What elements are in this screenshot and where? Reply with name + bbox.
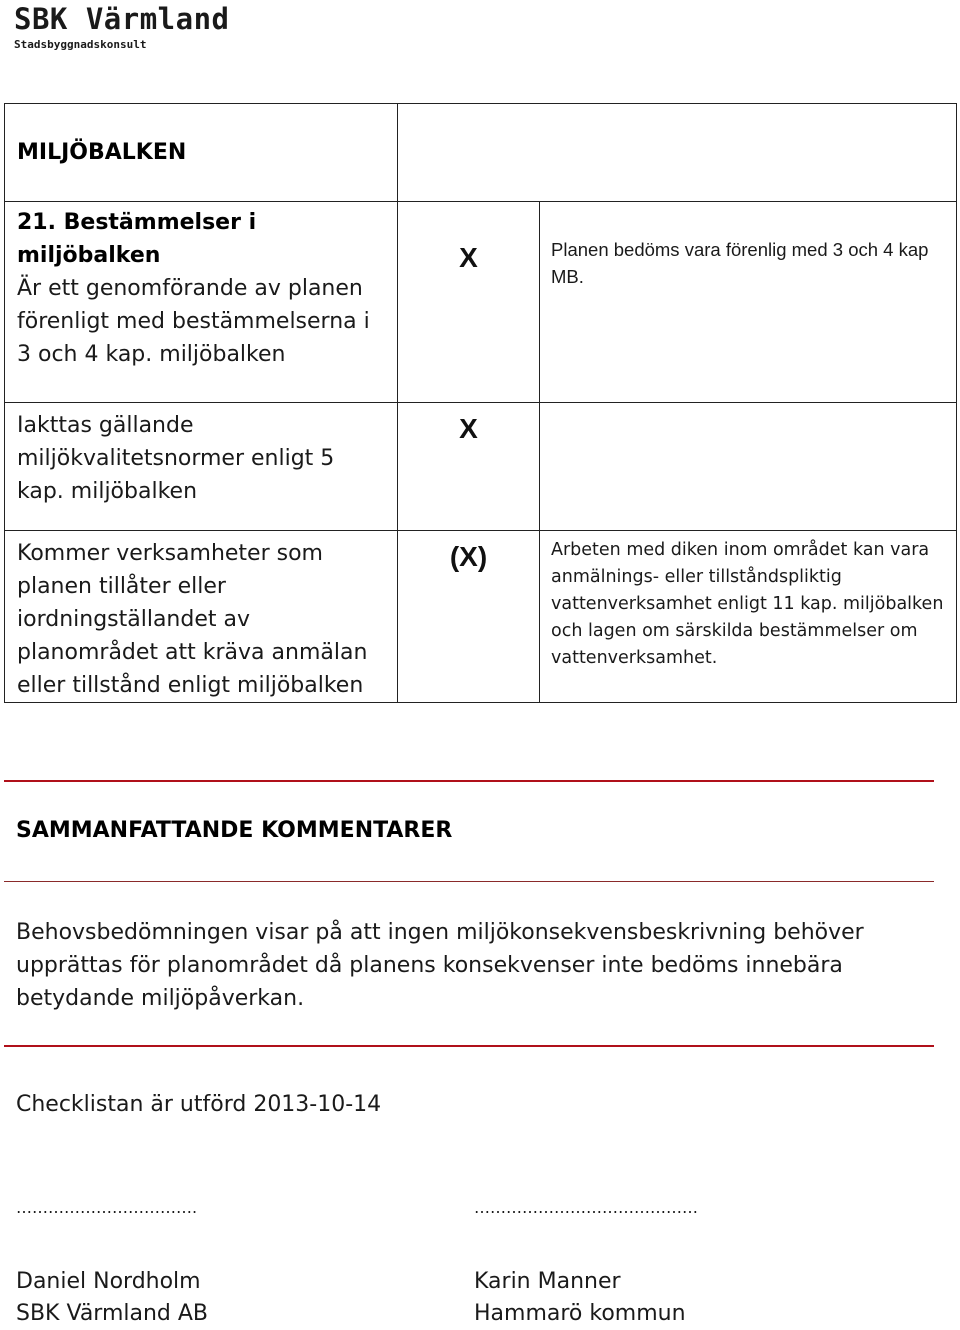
summary-text: Behovsbedömningen visar på att ingen miljökonsekvensbeskrivning behöver upprättas för planområdet då planens konsekvenser inte bedöms innebära betydande miljöpåverkan. xyxy=(16,920,864,1011)
mark-parenthesized-x: (X) xyxy=(449,541,488,572)
mark-cell xyxy=(398,531,540,703)
comment-cell xyxy=(540,403,957,531)
signer-name: Daniel Nordholm xyxy=(16,1269,201,1294)
signature-line: …………………………………… xyxy=(474,1198,698,1217)
mark-x: X xyxy=(459,242,478,273)
question-cell xyxy=(5,202,398,403)
header-empty-cell xyxy=(398,104,957,202)
question-cell xyxy=(5,403,398,531)
table-header-row xyxy=(5,104,957,202)
mark-cell xyxy=(398,202,540,403)
table-row xyxy=(5,403,957,531)
signer-org: Hammarö kommun xyxy=(474,1301,686,1326)
comment-text: Arbeten med diken inom området kan vara anmälnings- eller tillståndspliktig vattenverksamhet enligt 11 kap. miljöbalken och lagen om särskilda bestämmelser om vattenverksamhet. xyxy=(551,540,944,668)
logo xyxy=(14,2,230,51)
section-title: MILJÖBALKEN xyxy=(17,140,187,165)
question-text: Kommer verksamheter som planen tillåter eller iordningställandet av planområdet att kräva anmälan eller tillstånd enligt miljöbalken xyxy=(17,541,368,698)
signature-block xyxy=(474,1192,698,1330)
summary-title: SAMMANFATTANDE KOMMENTARER xyxy=(16,818,453,843)
table-row xyxy=(5,202,957,403)
comment-text xyxy=(540,403,956,409)
signer-org: SBK Värmland AB xyxy=(16,1301,209,1326)
subsection-title: 21. Bestämmelser i miljöbalken xyxy=(17,210,257,268)
mark-cell xyxy=(398,403,540,531)
completed-date: Checklistan är utförd 2013-10-14 xyxy=(16,1092,382,1117)
section-title-cell xyxy=(5,104,398,202)
logo-subtitle: Stadsbyggnadskonsult xyxy=(14,38,147,51)
comment-cell xyxy=(540,202,957,403)
question-text: Är ett genomförande av planen förenligt med bestämmelserna i 3 och 4 kap. miljöbalken xyxy=(17,276,370,367)
divider-thin xyxy=(4,881,934,882)
checklist-table xyxy=(4,103,957,703)
comment-text: Planen bedöms vara förenlig med 3 och 4 kap MB. xyxy=(551,239,929,287)
logo-title: SBK Värmland xyxy=(14,2,230,36)
signature-line: ……………………………. xyxy=(16,1198,198,1217)
divider-top xyxy=(4,780,934,782)
signature-block xyxy=(16,1192,208,1330)
table-row xyxy=(5,531,957,703)
comment-cell xyxy=(540,531,957,703)
question-cell xyxy=(5,531,398,703)
signer-name: Karin Manner xyxy=(474,1269,621,1294)
mark-x: X xyxy=(459,413,478,444)
divider-bottom xyxy=(4,1045,934,1047)
question-text: Iakttas gällande miljökvalitetsnormer enligt 5 kap. miljöbalken xyxy=(17,413,335,504)
